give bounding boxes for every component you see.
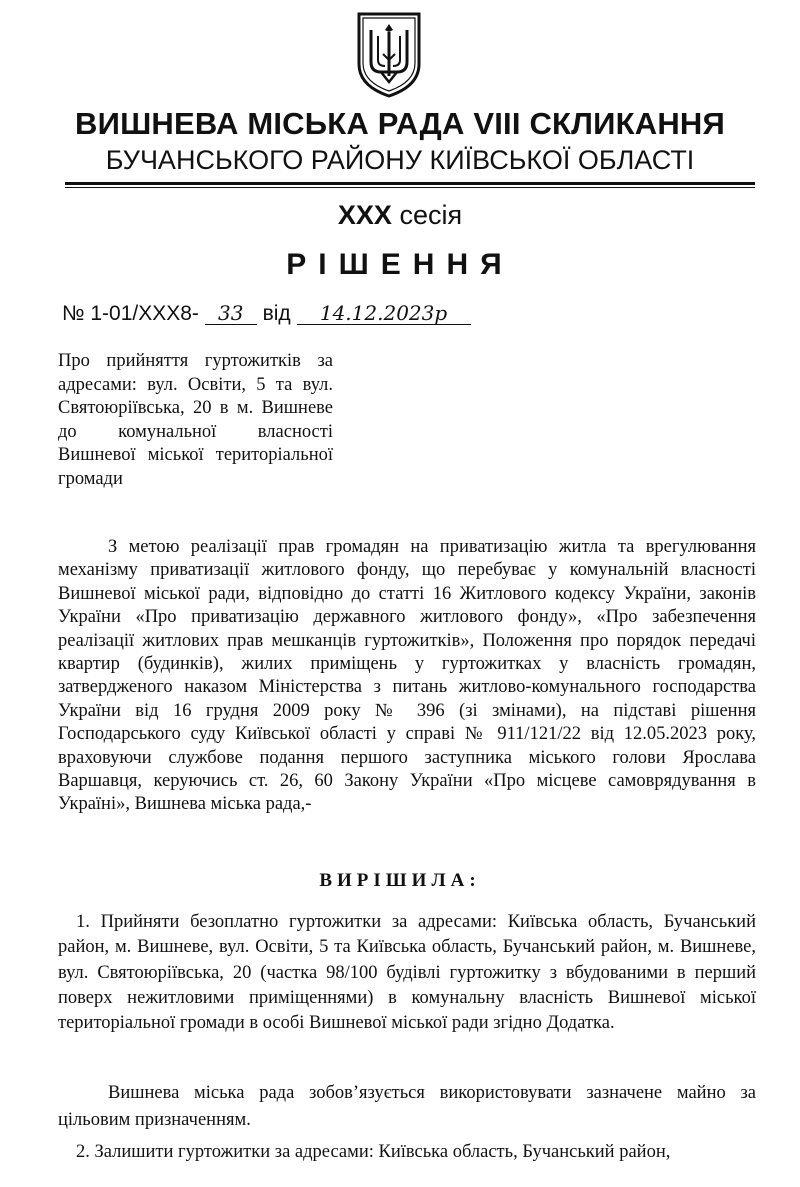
session-number: XXX xyxy=(337,200,392,230)
preamble-paragraph: З метою реалізації прав громадян на приватизацію житла та врегулювання механізму приватизації житлового фонду, що перебуває у комунальній власності Вишневої міської ради, відповідно до статті 16 Житлового кодексу України, законів України «Про приватизацію державного житлового фонду», «Про забезпечення реалізації житлових прав мешканців гуртожитків», Положення про порядок передачі квартир (будинків), жилих приміщень у гуртожитках у власність громадян, затвердженого наказом Міністерства з питань житлово-комунального господарства України від 16 грудня 2009 року № 396 (зі змінами), на підставі рішення Господарського суду Київської області у справі № 911/121/22 від 12.05.2023 року, враховуючи службове подання першого заступника міського голови Ярослава Варшавця, керуючись ст. 26, 60 Закону України «Про місцеве самоврядування в Україні», Вишнева міська рада,- xyxy=(58,537,756,815)
from-word: від xyxy=(262,302,291,325)
decision-number-line xyxy=(62,302,471,326)
council-title: ВИШНЕВА МІСЬКА РАДА VIII СКЛИКАННЯ xyxy=(75,106,725,141)
resolution-item-1: 1. Прийняти безоплатно гуртожитки за адресами: Київська область, Бучанський район, м. Вишневе, вул. Освіти, 5 та Київська область, Бучанський район, м. Вишневе, вул. Святоюріївська, 20 (частка 98/100 будівлі гуртожитку з вбудованими в перший поверх нежитловими приміщеннями) в комунальну власність Вишневої міської територіальної громади в особі Вишневої міської ради згідно Додатка. xyxy=(58,912,756,1034)
session-title xyxy=(0,200,800,231)
handwritten-date: 14.12.2023р xyxy=(297,302,471,325)
district-subtitle: БУЧАНСЬКОГО РАЙОНУ КИЇВСЬКОЇ ОБЛАСТІ xyxy=(105,145,695,175)
header-divider-thin xyxy=(65,187,755,188)
resolved-heading: ВИРІШИЛА: xyxy=(319,870,481,891)
number-prefix: № 1-01/XXX8- xyxy=(62,302,199,325)
session-word: сесія xyxy=(399,200,463,230)
coat-of-arms-icon xyxy=(355,10,423,98)
header-divider xyxy=(65,182,755,185)
obligation-paragraph: Вишнева міська рада зобов’язується використовувати зазначене майно за цільовим призначенням. xyxy=(58,1083,756,1130)
handwritten-number: 33 xyxy=(205,302,257,325)
resolution-item-2: 2. Залишити гуртожитки за адресами: Київська область, Бучанський район, xyxy=(76,1142,671,1162)
document-type: РІШЕННЯ xyxy=(286,248,514,281)
decision-subject: Про прийняття гуртожитків за адресами: вул. Освіти, 5 та вул. Святоюріївська, 20 в м. Вишневе до комунальної власності Вишневої міської територіальної громади xyxy=(58,351,333,489)
